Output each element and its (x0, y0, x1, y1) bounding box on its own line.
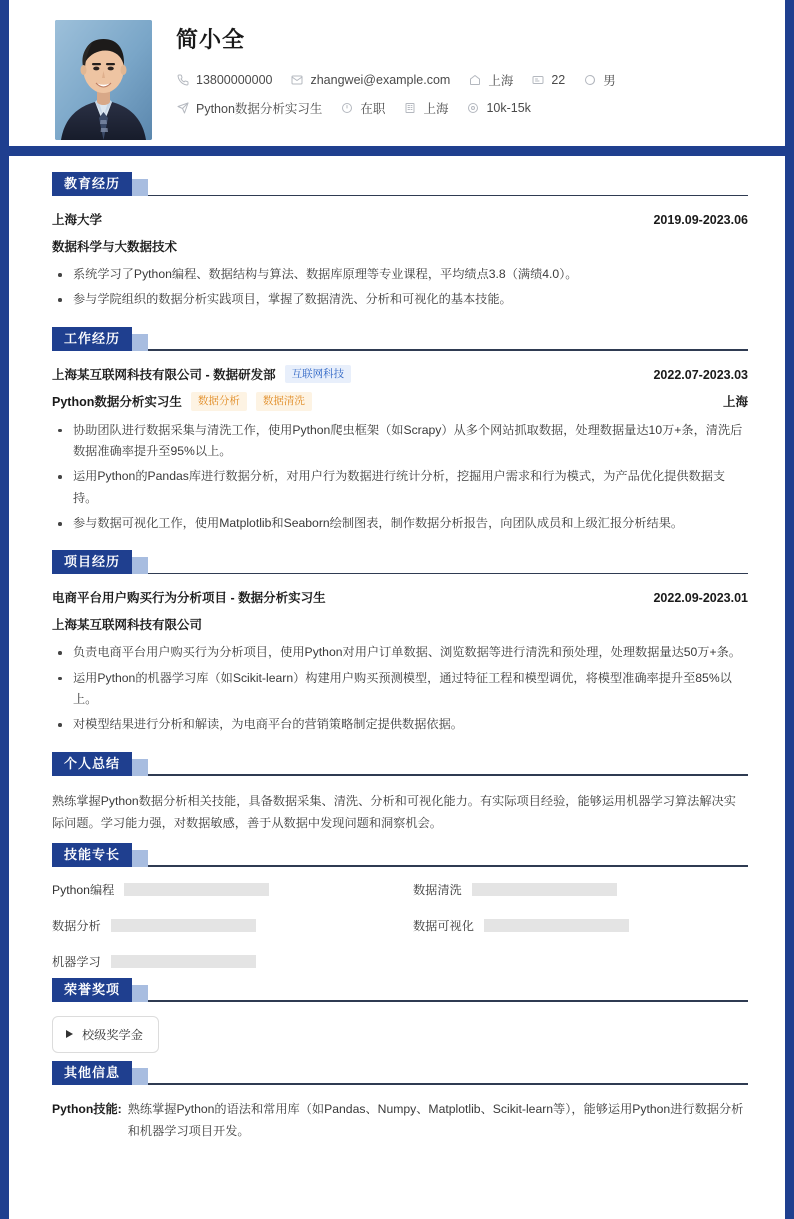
section-header-skills (52, 841, 748, 867)
other-info-key: Python技能: (52, 1101, 122, 1116)
project-title-row (52, 588, 748, 606)
section-education (52, 170, 748, 311)
contact-age-value: 22 (551, 73, 566, 87)
work-bullets (56, 420, 748, 535)
work-company-row (52, 365, 748, 384)
skill-item (413, 881, 748, 898)
job-salary-value: 10k-15k (486, 101, 531, 115)
list-item: 参与学院组织的数据分析实践项目，掌握了数据清洗、分析和可视化的基本技能。 (56, 289, 748, 310)
work-position-left (52, 392, 312, 411)
candidate-name: 简小全 (176, 27, 246, 52)
building-icon (403, 101, 417, 115)
salary-icon (466, 101, 480, 115)
work-entry (52, 365, 748, 535)
award-label: 校级奖学金 (82, 1027, 143, 1042)
identity-block (152, 20, 634, 127)
other-info-row (52, 1099, 748, 1143)
job-meta-row (176, 99, 634, 117)
project-company: 上海某互联网科技有限公司 (52, 618, 203, 633)
education-bullets (56, 264, 748, 311)
section-summary (52, 750, 748, 835)
work-skill-tag: 数据清洗 (256, 392, 312, 411)
award-row (52, 1016, 748, 1053)
section-title-education: 教育经历 (52, 172, 132, 196)
section-rule (148, 1083, 748, 1085)
section-header-summary (52, 750, 748, 776)
skill-progress-track (111, 919, 256, 932)
section-other (52, 1059, 748, 1143)
job-status-value: 在职 (360, 102, 386, 116)
contact-city-value: 上海 (488, 74, 514, 88)
skill-item (52, 881, 387, 898)
id-card-icon (531, 73, 545, 87)
section-header-project (52, 548, 748, 574)
list-item: 参与数据可视化工作，使用Matplotlib和Seaborn绘制图表，制作数据分析报告，向团队成员和上级汇报分析结果。 (56, 513, 748, 534)
contact-gender-value: 男 (603, 74, 616, 88)
education-date: 2019.09-2023.06 (653, 213, 748, 227)
work-skill-tag: 数据分析 (191, 392, 247, 411)
skill-label: 机器学习 (52, 954, 101, 969)
section-rule (148, 349, 748, 351)
mail-icon (290, 73, 304, 87)
contact-email-value: zhangwei@example.com (310, 73, 451, 87)
section-work (52, 325, 748, 535)
skill-progress-track (124, 883, 269, 896)
skills-grid (52, 881, 748, 970)
contact-email (290, 73, 450, 87)
section-rule (148, 774, 748, 776)
education-title-row (52, 210, 748, 228)
skill-label: 数据可视化 (413, 918, 474, 933)
other-info-value: 熟练掌握Python的语法和常用库（如Pandas、Numpy、Matplotlib、Scikit-learn等），能够运用Python进行数据分析和机器学习项目开发。 (127, 1101, 744, 1138)
section-rule (148, 573, 748, 575)
play-triangle-icon (66, 1030, 73, 1038)
work-company-left (52, 365, 351, 384)
skill-item (52, 917, 387, 934)
section-rule (148, 865, 748, 867)
education-school: 上海大学 (52, 213, 103, 227)
project-entry (52, 588, 748, 735)
contact-row (176, 71, 634, 89)
list-item: 负责电商平台用户购买行为分析项目，使用Python对用户订单数据、浏览数据等进行清洗和预处理，处理数据量达50万+条。 (56, 642, 748, 663)
project-name: 电商平台用户购买行为分析项目 - 数据分析实习生 (52, 591, 326, 606)
phone-icon (176, 73, 190, 87)
section-awards (52, 976, 748, 1053)
skill-label: Python编程 (52, 882, 115, 897)
job-status (340, 99, 385, 117)
resume-body (9, 150, 785, 1143)
project-bullets (56, 642, 748, 735)
education-left (52, 210, 102, 228)
skill-item (52, 953, 387, 970)
education-major: 数据科学与大数据技术 (52, 240, 178, 254)
work-location: 上海 (722, 395, 748, 410)
skill-item (413, 917, 748, 934)
contact-phone (176, 73, 272, 87)
work-date: 2022.07-2023.03 (653, 367, 748, 382)
section-tail (132, 179, 148, 196)
work-position: Python数据分析实习生 (52, 395, 182, 410)
contact-age (531, 73, 565, 87)
skill-label: 数据分析 (52, 918, 101, 933)
paper-plane-icon (176, 101, 190, 115)
contact-gender (583, 71, 616, 89)
portrait-photo-icon (55, 20, 152, 140)
job-location-value: 上海 (423, 102, 449, 116)
list-item: 系统学习了Python编程、数据结构与算法、数据库原理等专业课程，平均绩点3.8（满绩4.0）。 (56, 264, 748, 285)
home-icon (468, 73, 482, 87)
contact-city (468, 71, 513, 89)
section-title-work: 工作经历 (52, 327, 132, 351)
job-target-value: Python数据分析实习生 (196, 102, 323, 116)
section-tail (132, 557, 148, 574)
section-header-work (52, 325, 748, 351)
resume-header (9, 0, 785, 150)
skill-label: 数据清洗 (413, 882, 462, 897)
section-tail (132, 1068, 148, 1085)
section-tail (132, 759, 148, 776)
skill-progress-track (484, 919, 629, 932)
award-chip-scholarship[interactable] (52, 1016, 159, 1053)
gender-icon (583, 73, 597, 87)
skill-progress-track (472, 883, 617, 896)
list-item: 运用Python的机器学习库（如Scikit-learn）构建用户购买预测模型，通过特征工程和模型调优，将模型准确率提升至85%以上。 (56, 668, 748, 711)
work-company-tag: 互联网科技 (285, 365, 352, 384)
section-rule (148, 1000, 748, 1002)
section-title-skills: 技能专长 (52, 843, 132, 867)
section-title-summary: 个人总结 (52, 752, 132, 776)
project-date: 2022.09-2023.01 (653, 591, 748, 606)
section-tail (132, 850, 148, 867)
work-position-row (52, 392, 748, 411)
job-salary (466, 101, 530, 115)
section-rule (148, 195, 748, 197)
skill-progress-track (111, 955, 256, 968)
job-target (176, 99, 322, 117)
work-company: 上海某互联网科技有限公司 - 数据研发部 (52, 367, 276, 382)
list-item: 对模型结果进行分析和解读，为电商平台的营销策略制定提供数据依据。 (56, 714, 748, 735)
section-header-other (52, 1059, 748, 1085)
summary-text: 熟练掌握Python数据分析相关技能，具备数据采集、清洗、分析和可视化能力。有实际项目经验，能够运用机器学习算法解决实际问题。学习能力强，对数据敏感，善于从数据中发现问题和洞察机会。 (52, 793, 736, 831)
section-title-project: 项目经历 (52, 550, 132, 574)
section-project (52, 548, 748, 735)
list-item: 协助团队进行数据采集与清洗工作，使用Python爬虫框架（如Scrapy）从多个网站抓取数据，处理数据量达10万+条，清洗后数据准确率提升至95%以上。 (56, 420, 748, 463)
section-tail (132, 334, 148, 351)
section-title-awards: 荣誉奖项 (52, 978, 132, 1002)
job-location (403, 99, 448, 117)
list-item: 运用Python的Pandas库进行数据分析，对用户行为数据进行统计分析，挖掘用户需求和行为模式，为产品优化提供数据支持。 (56, 466, 748, 509)
section-header-awards (52, 976, 748, 1002)
contact-phone-value: 13800000000 (196, 73, 273, 87)
project-left (52, 588, 326, 606)
header-divider (9, 146, 785, 156)
status-icon (340, 101, 354, 115)
section-title-other: 其他信息 (52, 1061, 132, 1085)
section-tail (132, 985, 148, 1002)
section-skills (52, 841, 748, 970)
avatar (55, 20, 152, 140)
section-header-education (52, 170, 748, 196)
education-entry (52, 210, 748, 311)
